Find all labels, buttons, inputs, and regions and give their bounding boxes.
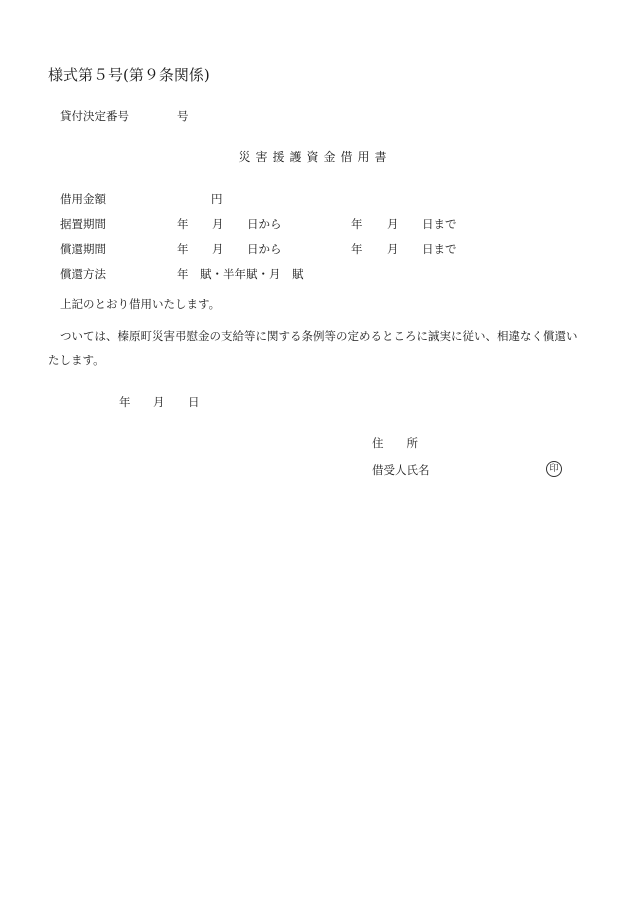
paragraph-line-1: ついては、榛原町災害弔慰金の支給等に関する条例等の定めるところに誠実に従い、相違なく償還い [60,329,578,343]
repayment-period-label: 償還期間 [60,242,106,256]
date-year: 年 [119,395,131,409]
date-month: 月 [153,395,165,409]
repay-from-month: 月 [212,242,224,256]
grace-to-year: 年 [351,217,363,231]
amount-unit: 円 [211,192,223,206]
address-label: 住 所 [372,436,418,450]
repay-from-day: 日から [247,242,282,256]
grace-from-day: 日から [247,217,282,231]
grace-from-year: 年 [177,217,189,231]
repay-to-month: 月 [387,242,399,256]
repayment-method-label: 償還方法 [60,267,106,281]
grace-to-month: 月 [387,217,399,231]
form-number: 様式第５号(第９条関係) [48,66,210,84]
grace-period-label: 据置期間 [60,217,106,231]
seal-mark: 印 [546,461,562,477]
repay-from-year: 年 [177,242,189,256]
date-day: 日 [188,395,200,409]
loan-decision-label: 貸付決定番号 [60,109,129,123]
repay-to-year: 年 [351,242,363,256]
paragraph-line-2: たします。 [48,353,105,367]
grace-to-day: 日まで [422,217,457,231]
amount-label: 借用金額 [60,192,106,206]
borrower-name-label: 借受人氏名 [372,463,430,477]
repayment-method-value: 年 賦・半年賦・月 賦 [177,267,304,281]
document-title: 災害援護資金借用書 [238,150,392,164]
repay-to-day: 日まで [422,242,457,256]
loan-decision-suffix: 号 [177,109,189,123]
statement: 上記のとおり借用いたします。 [60,297,221,311]
grace-from-month: 月 [212,217,224,231]
